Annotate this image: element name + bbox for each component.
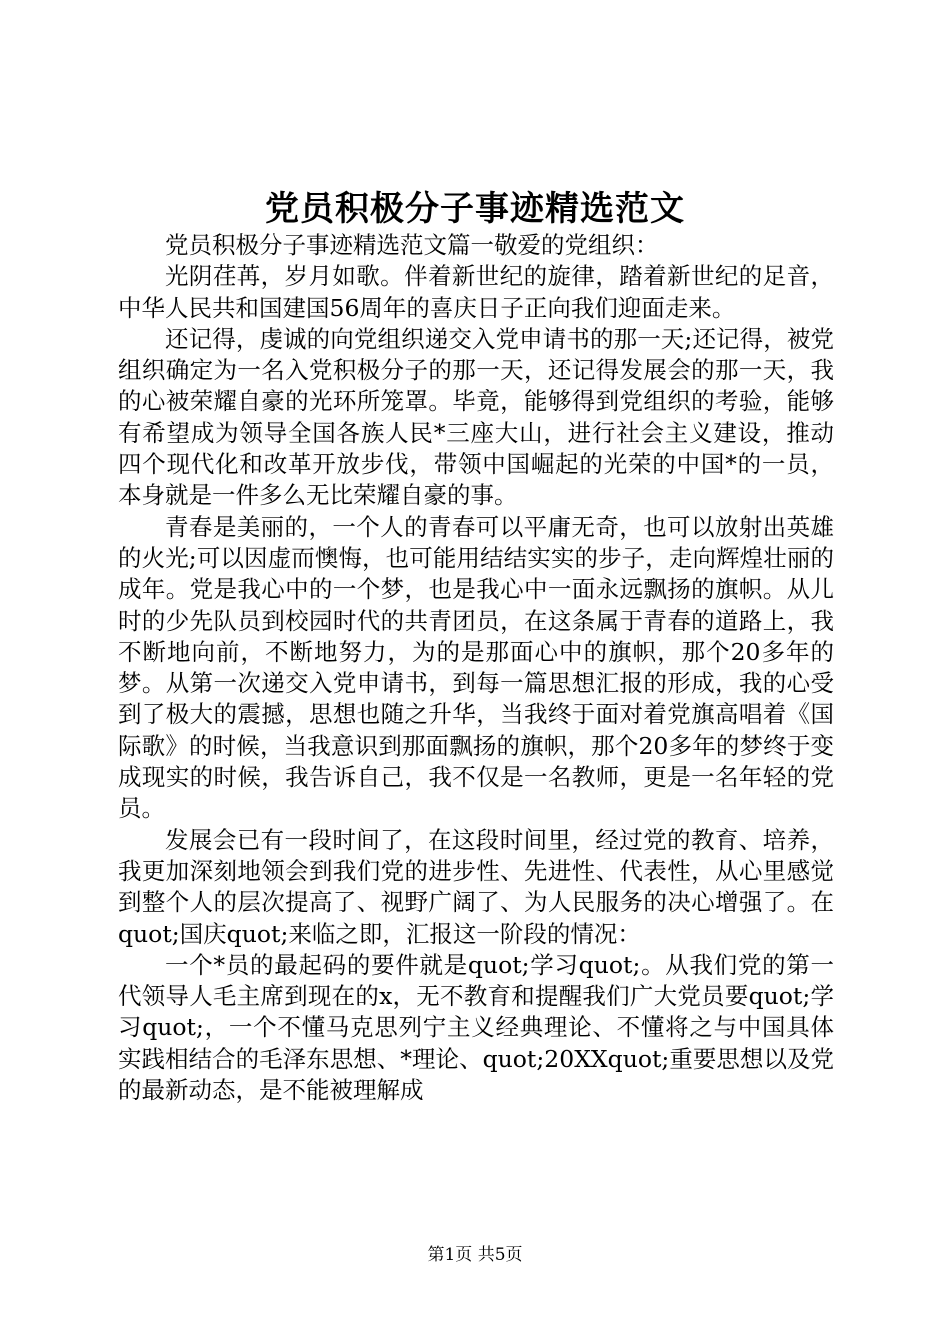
document-body: [118, 230, 834, 1106]
page-number-footer: 第1页 共5页: [427, 1245, 523, 1265]
paragraph-salutation: 党员积极分子事迹精选范文篇一敬爱的党组织：: [165, 231, 659, 259]
paragraph: 发展会已有一段时间了，在这段时间里，经过党的教育、培养，我更加深刻地领会到我们党的进步性、先进性、代表性，从心里感觉到整个人的层次提高了、视野广阔了、为人民服务的决心增强了。在quot;国庆quot;来临之即，汇报这一阶段的情况：: [118, 825, 834, 948]
paragraph: 光阴荏苒，岁月如歌。伴着新世纪的旋律，踏着新世纪的足音，中华人民共和国建国56周年的喜庆日子正向我们迎面走来。: [118, 262, 834, 322]
paragraph: 一个*员的最起码的要件就是quot;学习quot;。从我们党的第一代领导人毛主席到现在的x，无不教育和提醒我们广大党员要quot;学习quot;，一个不懂马克思列宁主义经典理论、不懂将之与中国具体实践相结合的毛泽东思想、*理论、quot;20XXquot;重要思想以及党的最新动态，是不能被理解成: [118, 950, 834, 1105]
paragraph: 还记得，虔诚的向党组织递交入党申请书的那一天;还记得，被党组织确定为一名入党积极分子的那一天，还记得发展会的那一天，我的心被荣耀自豪的光环所笼罩。毕竟，能够得到党组织的考验，能够有希望成为领导全国各族人民*三座大山，进行社会主义建设，推动四个现代化和改革开放步伐，带领中国崛起的光荣的中国*的一员，本身就是一件多么无比荣耀自豪的事。: [118, 324, 834, 510]
paragraph: 青春是美丽的，一个人的青春可以平庸无奇，也可以放射出英雄的火光;可以因虚而懊悔，也可能用结结实实的步子，走向辉煌壮丽的成年。党是我心中的一个梦，也是我心中一面永远飘扬的旗帜。从儿时的少先队员到校园时代的共青团员，在这条属于青春的道路上，我不断地向前，不断地努力，为的是那面心中的旗帜，那个20多年的梦。从第一次递交入党申请书，到每一篇思想汇报的形成，我的心受到了极大的震撼，思想也随之升华，当我终于面对着党旗高唱着《国际歌》的时候，当我意识到那面飘扬的旗帜，那个20多年的梦终于变成现实的时候，我告诉自己，我不仅是一名教师，更是一名年轻的党员。: [118, 512, 834, 823]
document-title: 党员积极分子事迹精选范文: [265, 189, 685, 229]
